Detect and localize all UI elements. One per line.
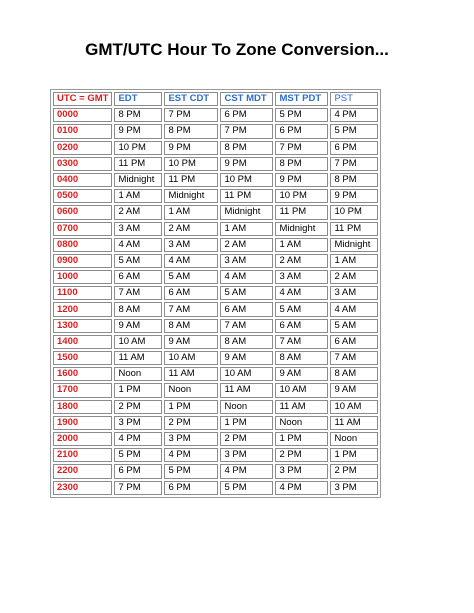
est-cdt-cell: 5 PM xyxy=(164,464,218,478)
pst-cell: 7 AM xyxy=(330,351,378,365)
est-cdt-cell: 2 PM xyxy=(164,416,218,430)
table-row xyxy=(53,141,378,155)
est-cdt-cell: 7 AM xyxy=(164,302,218,316)
table-row xyxy=(53,108,378,122)
utc-cell: 1400 xyxy=(53,335,112,349)
utc-cell: 1700 xyxy=(53,383,112,397)
mst-pdt-cell: 3 PM xyxy=(275,464,328,478)
utc-cell: 0900 xyxy=(53,254,112,268)
table-row xyxy=(53,367,378,381)
mst-pdt-cell: 10 AM xyxy=(275,383,328,397)
table-row xyxy=(53,286,378,300)
utc-cell: 1900 xyxy=(53,416,112,430)
utc-cell: 1200 xyxy=(53,302,112,316)
est-cdt-cell: 5 AM xyxy=(164,270,218,284)
utc-cell: 2000 xyxy=(53,432,112,446)
edt-cell: 3 AM xyxy=(114,222,162,236)
cst-mdt-cell: 5 PM xyxy=(220,481,273,495)
est-cdt-cell: 6 AM xyxy=(164,286,218,300)
edt-cell: 9 PM xyxy=(114,124,162,138)
edt-cell: 8 PM xyxy=(114,108,162,122)
cst-mdt-cell: Noon xyxy=(220,400,273,414)
header-edt: EDT xyxy=(114,92,162,106)
edt-cell: Noon xyxy=(114,367,162,381)
edt-cell: 10 PM xyxy=(114,141,162,155)
pst-cell: 4 AM xyxy=(330,302,378,316)
edt-cell: 9 AM xyxy=(114,319,162,333)
mst-pdt-cell: Noon xyxy=(275,416,328,430)
utc-cell: 0500 xyxy=(53,189,112,203)
mst-pdt-cell: 8 AM xyxy=(275,351,328,365)
pst-cell: 1 AM xyxy=(330,254,378,268)
utc-cell: 1600 xyxy=(53,367,112,381)
est-cdt-cell: 10 AM xyxy=(164,351,218,365)
utc-cell: 2300 xyxy=(53,481,112,495)
table-row xyxy=(53,302,378,316)
utc-cell: 0800 xyxy=(53,238,112,252)
mst-pdt-cell: 1 AM xyxy=(275,238,328,252)
header-cst-mdt: CST MDT xyxy=(220,92,273,106)
table-row xyxy=(53,481,378,495)
page-title: GMT/UTC Hour To Zone Conversion... xyxy=(85,40,389,59)
table-row xyxy=(53,351,378,365)
cst-mdt-cell: 11 AM xyxy=(220,383,273,397)
utc-cell: 1100 xyxy=(53,286,112,300)
mst-pdt-cell: 3 AM xyxy=(275,270,328,284)
table-row xyxy=(53,319,378,333)
pst-cell: 5 PM xyxy=(330,124,378,138)
pst-cell: 9 AM xyxy=(330,383,378,397)
pst-cell: 8 PM xyxy=(330,173,378,187)
utc-cell: 2200 xyxy=(53,464,112,478)
edt-cell: 11 AM xyxy=(114,351,162,365)
mst-pdt-cell: Midnight xyxy=(275,222,328,236)
pst-cell: Midnight xyxy=(330,238,378,252)
utc-cell: 0400 xyxy=(53,173,112,187)
edt-cell: Midnight xyxy=(114,173,162,187)
utc-cell: 0300 xyxy=(53,157,112,171)
cst-mdt-cell: 11 PM xyxy=(220,189,273,203)
utc-cell: 0700 xyxy=(53,222,112,236)
mst-pdt-cell: 7 PM xyxy=(275,141,328,155)
pst-cell: 6 AM xyxy=(330,335,378,349)
mst-pdt-cell: 2 PM xyxy=(275,448,328,462)
mst-pdt-cell: 9 PM xyxy=(275,173,328,187)
est-cdt-cell: 8 AM xyxy=(164,319,218,333)
table-row xyxy=(53,157,378,171)
mst-pdt-cell: 6 AM xyxy=(275,319,328,333)
table-row xyxy=(53,189,378,203)
edt-cell: 5 AM xyxy=(114,254,162,268)
est-cdt-cell: 1 PM xyxy=(164,400,218,414)
cst-mdt-cell: 1 AM xyxy=(220,222,273,236)
est-cdt-cell: 11 PM xyxy=(164,173,218,187)
est-cdt-cell: 4 PM xyxy=(164,448,218,462)
cst-mdt-cell: 7 PM xyxy=(220,124,273,138)
edt-cell: 8 AM xyxy=(114,302,162,316)
pst-cell: 1 PM xyxy=(330,448,378,462)
mst-pdt-cell: 4 AM xyxy=(275,286,328,300)
pst-cell: Noon xyxy=(330,432,378,446)
table-row xyxy=(53,448,378,462)
edt-cell: 2 PM xyxy=(114,400,162,414)
mst-pdt-cell: 1 PM xyxy=(275,432,328,446)
cst-mdt-cell: 5 AM xyxy=(220,286,273,300)
pst-cell: 8 AM xyxy=(330,367,378,381)
table-row xyxy=(53,222,378,236)
utc-cell: 1800 xyxy=(53,400,112,414)
cst-mdt-cell: 1 PM xyxy=(220,416,273,430)
cst-mdt-cell: 9 AM xyxy=(220,351,273,365)
edt-cell: 6 AM xyxy=(114,270,162,284)
est-cdt-cell: 8 PM xyxy=(164,124,218,138)
table-row xyxy=(53,124,378,138)
table-row xyxy=(53,270,378,284)
est-cdt-cell: 7 PM xyxy=(164,108,218,122)
pst-cell: 9 PM xyxy=(330,189,378,203)
est-cdt-cell: 11 AM xyxy=(164,367,218,381)
mst-pdt-cell: 5 PM xyxy=(275,108,328,122)
table-header xyxy=(53,92,378,106)
pst-cell: 11 PM xyxy=(330,222,378,236)
header-row xyxy=(53,92,378,106)
header-est-cdt: EST CDT xyxy=(164,92,218,106)
table-row xyxy=(53,238,378,252)
mst-pdt-cell: 9 AM xyxy=(275,367,328,381)
edt-cell: 7 AM xyxy=(114,286,162,300)
est-cdt-cell: 9 AM xyxy=(164,335,218,349)
pst-cell: 4 PM xyxy=(330,108,378,122)
est-cdt-cell: 6 PM xyxy=(164,481,218,495)
est-cdt-cell: 1 AM xyxy=(164,205,218,219)
pst-cell: 2 PM xyxy=(330,464,378,478)
mst-pdt-cell: 8 PM xyxy=(275,157,328,171)
edt-cell: 11 PM xyxy=(114,157,162,171)
cst-mdt-cell: 2 PM xyxy=(220,432,273,446)
edt-cell: 1 AM xyxy=(114,189,162,203)
cst-mdt-cell: 6 PM xyxy=(220,108,273,122)
est-cdt-cell: 9 PM xyxy=(164,141,218,155)
cst-mdt-cell: 3 PM xyxy=(220,448,273,462)
edt-cell: 4 PM xyxy=(114,432,162,446)
utc-cell: 1000 xyxy=(53,270,112,284)
table-row xyxy=(53,416,378,430)
utc-cell: 2100 xyxy=(53,448,112,462)
pst-cell: 2 AM xyxy=(330,270,378,284)
utc-cell: 1500 xyxy=(53,351,112,365)
table-row xyxy=(53,400,378,414)
est-cdt-cell: 4 AM xyxy=(164,254,218,268)
pst-cell: 3 AM xyxy=(330,286,378,300)
cst-mdt-cell: 4 PM xyxy=(220,464,273,478)
est-cdt-cell: 3 AM xyxy=(164,238,218,252)
mst-pdt-cell: 5 AM xyxy=(275,302,328,316)
edt-cell: 10 AM xyxy=(114,335,162,349)
pst-cell: 10 AM xyxy=(330,400,378,414)
cst-mdt-cell: 8 AM xyxy=(220,335,273,349)
pst-cell: 7 PM xyxy=(330,157,378,171)
table-row xyxy=(53,205,378,219)
edt-cell: 7 PM xyxy=(114,481,162,495)
edt-cell: 5 PM xyxy=(114,448,162,462)
edt-cell: 3 PM xyxy=(114,416,162,430)
cst-mdt-cell: 7 AM xyxy=(220,319,273,333)
pst-cell: 11 AM xyxy=(330,416,378,430)
utc-cell: 1300 xyxy=(53,319,112,333)
table-row xyxy=(53,432,378,446)
table-row xyxy=(53,254,378,268)
mst-pdt-cell: 6 PM xyxy=(275,124,328,138)
edt-cell: 4 AM xyxy=(114,238,162,252)
mst-pdt-cell: 2 AM xyxy=(275,254,328,268)
cst-mdt-cell: 10 AM xyxy=(220,367,273,381)
edt-cell: 6 PM xyxy=(114,464,162,478)
est-cdt-cell: Noon xyxy=(164,383,218,397)
est-cdt-cell: 3 PM xyxy=(164,432,218,446)
table-row xyxy=(53,383,378,397)
pst-cell: 10 PM xyxy=(330,205,378,219)
cst-mdt-cell: 4 AM xyxy=(220,270,273,284)
cst-mdt-cell: 10 PM xyxy=(220,173,273,187)
cst-mdt-cell: 6 AM xyxy=(220,302,273,316)
cst-mdt-cell: Midnight xyxy=(220,205,273,219)
cst-mdt-cell: 9 PM xyxy=(220,157,273,171)
mst-pdt-cell: 11 AM xyxy=(275,400,328,414)
conversion-table xyxy=(50,89,381,498)
table-row xyxy=(53,173,378,187)
est-cdt-cell: 2 AM xyxy=(164,222,218,236)
header-utc-gmt: UTC = GMT xyxy=(53,92,112,106)
cst-mdt-cell: 3 AM xyxy=(220,254,273,268)
pst-cell: 5 AM xyxy=(330,319,378,333)
utc-cell: 0200 xyxy=(53,141,112,155)
edt-cell: 2 AM xyxy=(114,205,162,219)
cst-mdt-cell: 8 PM xyxy=(220,141,273,155)
edt-cell: 1 PM xyxy=(114,383,162,397)
cst-mdt-cell: 2 AM xyxy=(220,238,273,252)
est-cdt-cell: Midnight xyxy=(164,189,218,203)
header-mst-pdt: MST PDT xyxy=(275,92,328,106)
utc-cell: 0600 xyxy=(53,205,112,219)
table-row xyxy=(53,464,378,478)
table-body xyxy=(53,108,378,495)
utc-cell: 0100 xyxy=(53,124,112,138)
header-pst: PST xyxy=(330,92,378,106)
pst-cell: 6 PM xyxy=(330,141,378,155)
mst-pdt-cell: 4 PM xyxy=(275,481,328,495)
mst-pdt-cell: 11 PM xyxy=(275,205,328,219)
table-row xyxy=(53,335,378,349)
mst-pdt-cell: 7 AM xyxy=(275,335,328,349)
pst-cell: 3 PM xyxy=(330,481,378,495)
mst-pdt-cell: 10 PM xyxy=(275,189,328,203)
utc-cell: 0000 xyxy=(53,108,112,122)
est-cdt-cell: 10 PM xyxy=(164,157,218,171)
